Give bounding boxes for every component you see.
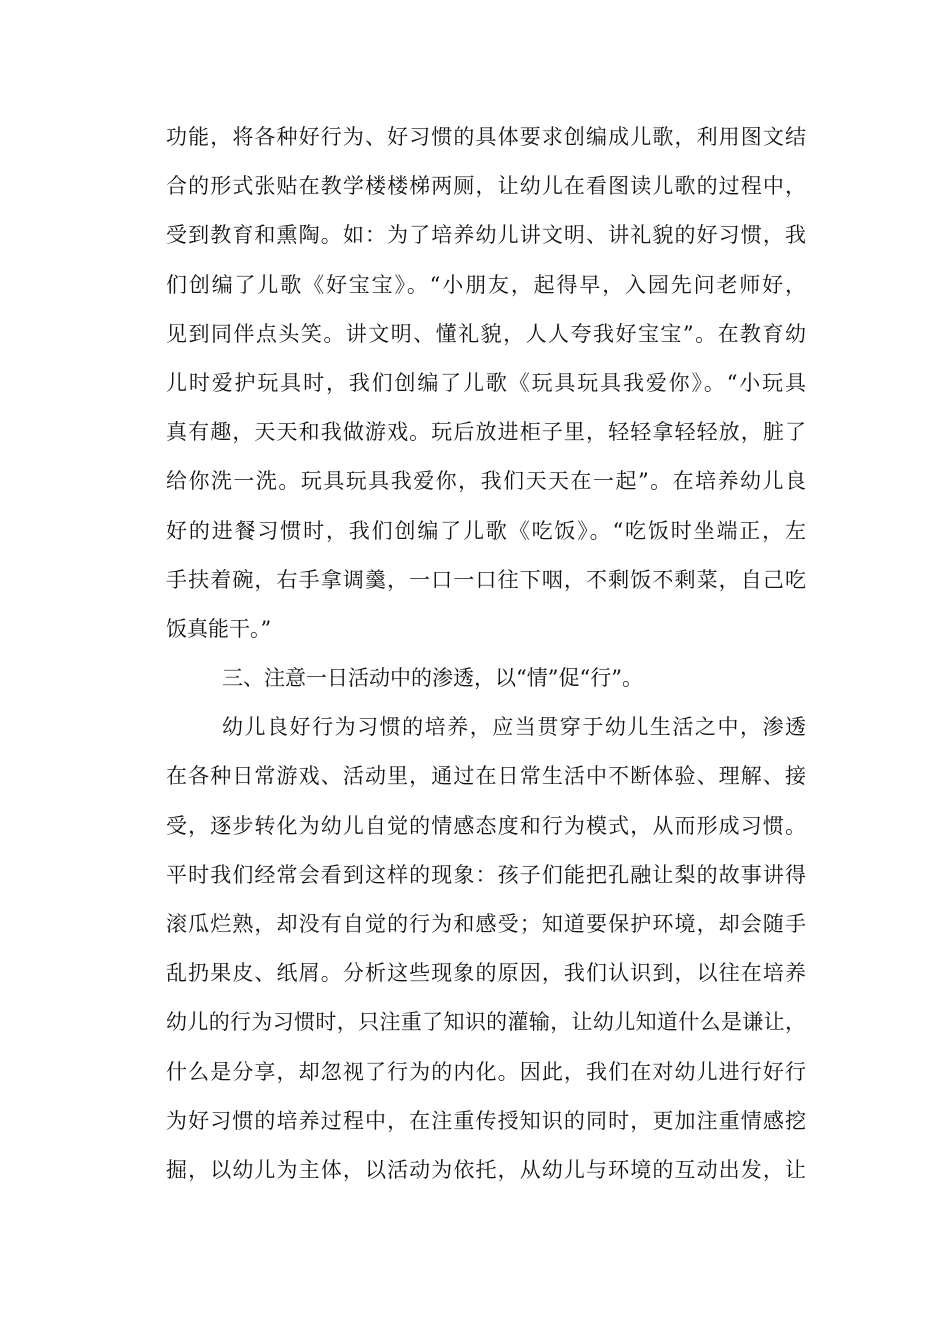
text-line: 们创编了儿歌《好宝宝》。“小朋友，起得早，入园先问老师好， — [166, 272, 806, 297]
text-line: 给你洗一洗。玩具玩具我爱你，我们天天在一起”。在培养幼儿良 — [166, 469, 806, 494]
text-line: 为好习惯的培养过程中，在注重传授知识的同时，更加注重情感挖 — [166, 1108, 806, 1133]
text-line: 在各种日常游戏、活动里，通过在日常生活中不断体验、理解、接 — [166, 764, 806, 789]
text-line: 平时我们经常会看到这样的现象：孩子们能把孔融让梨的故事讲得 — [166, 862, 806, 887]
text-line: 什么是分享，却忽视了行为的内化。因此，我们在对幼儿进行好行 — [166, 1059, 806, 1084]
text-line: 儿时爱护玩具时，我们创编了儿歌《玩具玩具我爱你》。“小玩具 — [166, 370, 806, 395]
text-line: 合的形式张贴在教学楼楼梯两厕，让幼儿在看图读儿歌的过程中， — [166, 174, 806, 199]
text-line: 真有趣，天天和我做游戏。玩后放进柜子里，轻轻拿轻轻放，脏了 — [166, 420, 806, 445]
text-line: 幼儿良好行为习惯的培养，应当贯穿于幼儿生活之中，渗透 — [222, 715, 806, 740]
text-line: 手扶着碗，右手拿调羹，一口一口往下咽，不剩饭不剩菜，自己吃 — [166, 567, 806, 592]
document-body — [166, 113, 806, 1195]
text-line: 饭真能干。” — [166, 616, 272, 641]
text-line: 受，逐步转化为幼儿自觉的情感态度和行为模式，从而形成习惯。 — [166, 813, 806, 838]
text-line: 三、注意一日活动中的渗透，以“情”促“行”。 — [222, 666, 643, 691]
text-line: 受到教育和熏陶。如：为了培养幼儿讲文明、讲礼貌的好习惯，我 — [166, 223, 806, 248]
text-line: 乱扔果皮、纸屑。分析这些现象的原因，我们认识到，以往在培养 — [166, 961, 806, 986]
text-line: 掘，以幼儿为主体，以活动为依托，从幼儿与环境的互动出发，让 — [166, 1157, 806, 1182]
text-line: 幼儿的行为习惯时，只注重了知识的灌输，让幼儿知道什么是谦让， — [166, 1010, 806, 1035]
text-line: 功能，将各种好行为、好习惯的具体要求创编成儿歌，利用图文结 — [166, 125, 806, 149]
text-line: 好的进餐习惯时，我们创编了儿歌《吃饭》。“吃饭时坐端正，左 — [166, 518, 806, 543]
text-line: 滚瓜烂熟，却没有自觉的行为和感受；知道要保护环境，却会随手 — [166, 912, 806, 936]
text-line: 见到同伴点头笑。讲文明、懂礼貌，人人夸我好宝宝”。在教育幼 — [166, 321, 806, 346]
